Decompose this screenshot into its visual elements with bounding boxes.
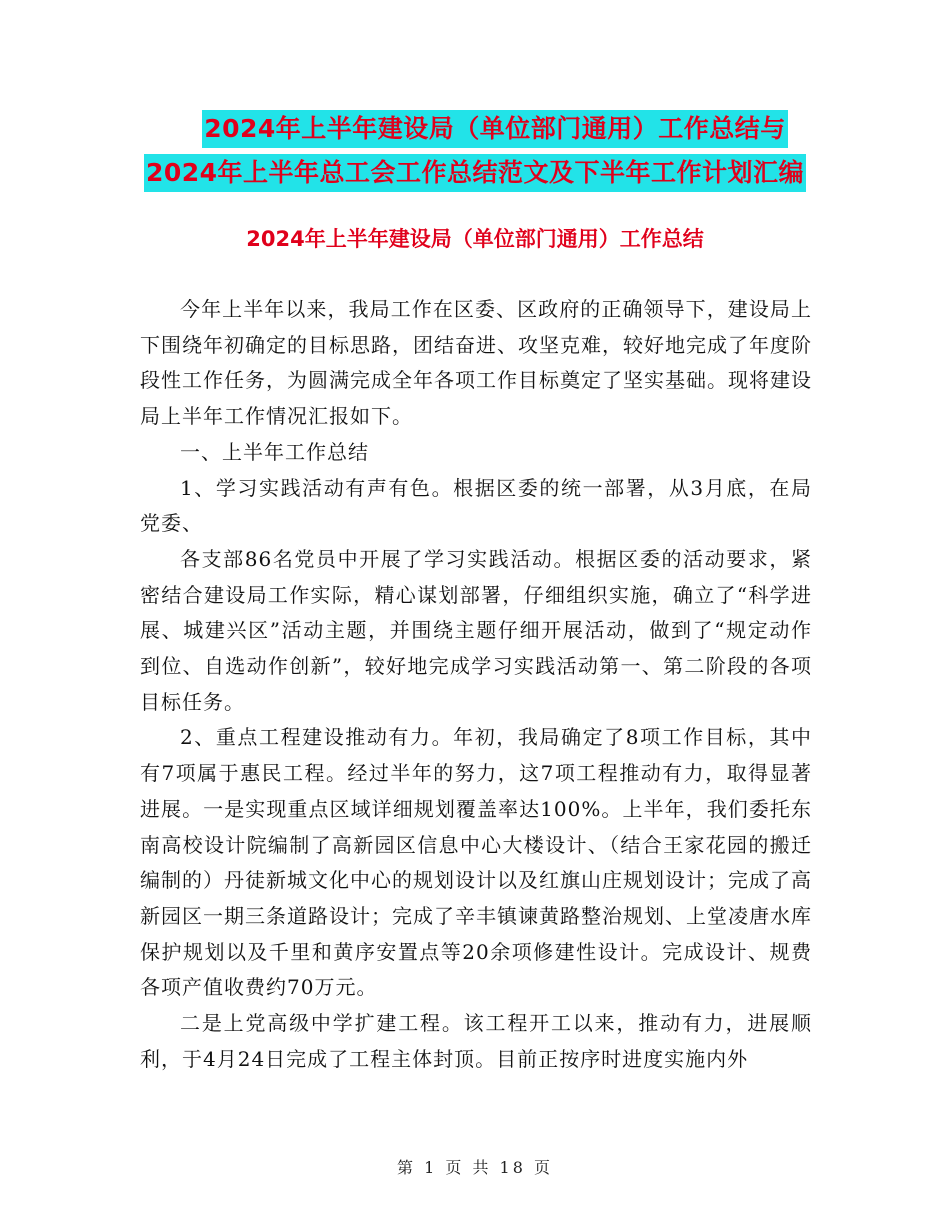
paragraph-branches: 各支部86名党员中开展了学习实践活动。根据区委的活动要求，紧密结合建设局工作实际，精心谋划部署，仔细组织实施，确立了“科学进展、城建兴区”活动主题，并围绕主题仔细开展活动，做到了“规定动作到位、自选动作创新”，较好地完成学习实践活动第一、第二阶段的各项目标任务。 <box>140 546 812 714</box>
paragraph-key-projects: 2、重点工程建设推动有力。年初，我局确定了8项工作目标，其中有7项属于惠民工程。经过半年的努力，这7项工程推动有力，取得显著进展。一是实现重点区域详细规划覆盖率达100%。上半年，我们委托东南高校设计院编制了高新园区信息中心大楼设计、（结合王家花园的搬迁编制的）丹徒新城文化中心的规划设计以及红旗山庄规划设计；完成了高新园区一期三条道路设计；完成了辛丰镇谏黄路整治规划、上堂凌唐水库保护规划以及千里和黄序安置点等20余项修建性设计。完成设计、规费各项产值收费约70万元。 <box>140 725 812 1000</box>
main-title-line-2: 2024年上半年总工会工作总结范文及下半年工作计划汇编 <box>144 154 806 192</box>
document-title <box>0 110 950 192</box>
main-title-line-1: 2024年上半年建设局（单位部门通用）工作总结与 <box>202 110 788 148</box>
paragraph-high-school: 二是上党高级中学扩建工程。该工程开工以来，推动有力，进展顺利，于4月24日完成了工程主体封顶。目前正按序时进度实施内外 <box>140 1011 812 1071</box>
page-footer: 第 1 页 共 18 页 <box>397 1158 553 1177</box>
paragraph-study-practice: 1、学习实践活动有声有色。根据区委的统一部署，从3月底，在局党委、 <box>140 475 812 536</box>
section-title: 2024年上半年建设局（单位部门通用）工作总结 <box>246 227 704 251</box>
paragraph-intro: 今年上半年以来，我局工作在区委、区政府的正确领导下，建设局上下围绕年初确定的目标思路，团结奋进、攻坚克难，较好地完成了年度阶段性工作任务，为圆满完成全年各项工作目标奠定了坚实基础。现将建设局上半年工作情况汇报如下。 <box>140 297 812 429</box>
heading-first-half-summary: 一、上半年工作总结 <box>180 439 369 464</box>
document-body <box>140 292 812 1077</box>
